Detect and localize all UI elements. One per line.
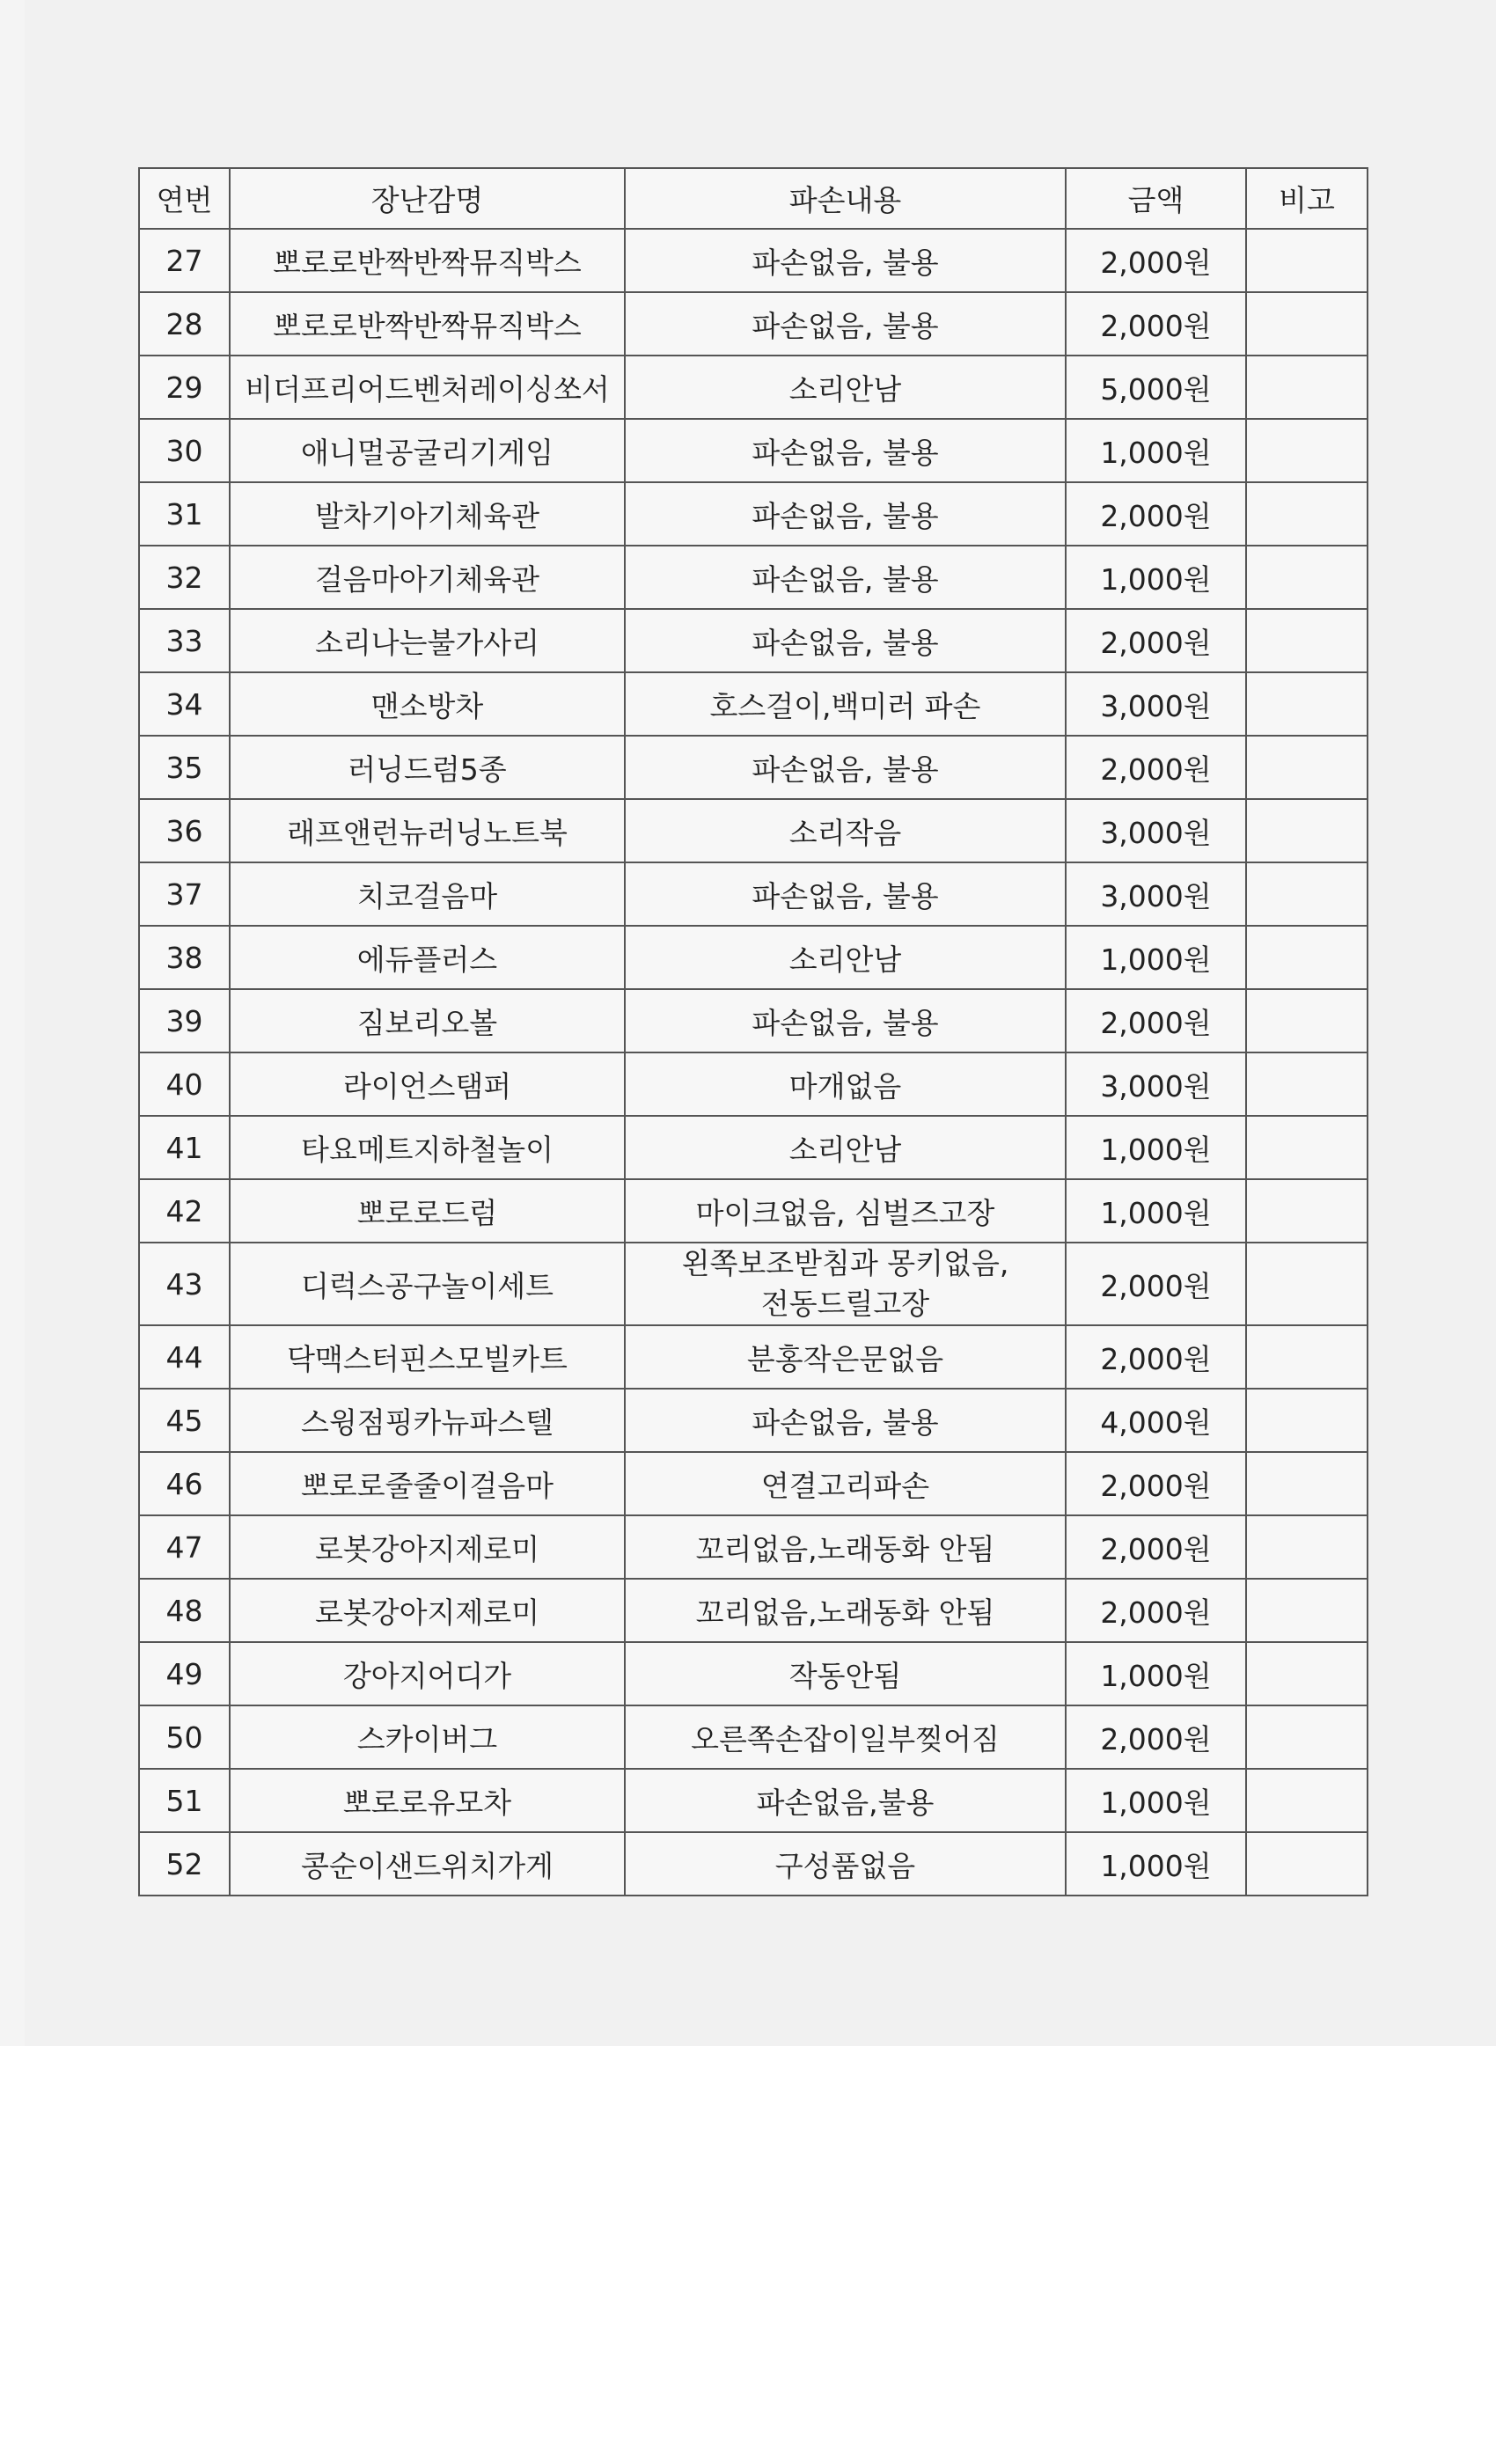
row-name: 스카이버그 <box>230 1705 625 1769</box>
row-no: 31 <box>139 482 230 546</box>
row-amount: 1,000원 <box>1066 546 1246 609</box>
row-amount: 3,000원 <box>1066 799 1246 862</box>
row-damage: 파손없음, 불용 <box>625 862 1066 926</box>
row-name: 맨소방차 <box>230 672 625 736</box>
header-amount: 금액 <box>1066 168 1246 229</box>
row-amount: 1,000원 <box>1066 419 1246 482</box>
row-damage: 파손없음,불용 <box>625 1769 1066 1832</box>
row-damage: 파손없음, 불용 <box>625 229 1066 292</box>
row-name: 라이언스탬퍼 <box>230 1052 625 1116</box>
row-note <box>1246 1832 1368 1896</box>
row-note <box>1246 356 1368 419</box>
row-amount: 3,000원 <box>1066 672 1246 736</box>
table-row <box>139 1243 1368 1325</box>
table-row <box>139 1325 1368 1389</box>
row-note <box>1246 926 1368 989</box>
table-row <box>139 799 1368 862</box>
row-name: 뽀로로반짝반짝뮤직박스 <box>230 292 625 356</box>
row-no: 41 <box>139 1116 230 1179</box>
row-no: 27 <box>139 229 230 292</box>
row-note <box>1246 1325 1368 1389</box>
row-amount: 2,000원 <box>1066 989 1246 1052</box>
row-name: 뽀로로줄줄이걸음마 <box>230 1452 625 1515</box>
row-damage-line-1: 왼쪽보조받침과 몽키없음, <box>681 1246 1009 1280</box>
row-note <box>1246 1389 1368 1452</box>
damaged-toy-table <box>138 167 1368 1896</box>
row-name: 닥맥스터핀스모빌카트 <box>230 1325 625 1389</box>
row-name: 타요메트지하철놀이 <box>230 1116 625 1179</box>
row-note <box>1246 482 1368 546</box>
row-note <box>1246 1515 1368 1579</box>
row-name: 발차기아기체육관 <box>230 482 625 546</box>
table-row <box>139 1642 1368 1705</box>
row-no: 36 <box>139 799 230 862</box>
row-no: 52 <box>139 1832 230 1896</box>
row-amount: 1,000원 <box>1066 1642 1246 1705</box>
row-amount: 2,000원 <box>1066 1579 1246 1642</box>
row-note <box>1246 1769 1368 1832</box>
row-amount: 1,000원 <box>1066 1116 1246 1179</box>
table-row <box>139 546 1368 609</box>
row-no: 37 <box>139 862 230 926</box>
row-amount: 2,000원 <box>1066 292 1246 356</box>
table-row <box>139 1515 1368 1579</box>
row-name: 강아지어디가 <box>230 1642 625 1705</box>
row-damage: 마개없음 <box>625 1052 1066 1116</box>
row-amount: 3,000원 <box>1066 862 1246 926</box>
row-damage: 분홍작은문없음 <box>625 1325 1066 1389</box>
row-name: 뽀로로반짝반짝뮤직박스 <box>230 229 625 292</box>
row-name: 소리나는불가사리 <box>230 609 625 672</box>
row-note <box>1246 672 1368 736</box>
row-no: 35 <box>139 736 230 799</box>
row-no: 34 <box>139 672 230 736</box>
table-row <box>139 1579 1368 1642</box>
row-damage: 파손없음, 불용 <box>625 419 1066 482</box>
row-damage: 연결고리파손 <box>625 1452 1066 1515</box>
row-damage: 파손없음, 불용 <box>625 292 1066 356</box>
row-no: 51 <box>139 1769 230 1832</box>
row-note <box>1246 1705 1368 1769</box>
row-amount: 5,000원 <box>1066 356 1246 419</box>
header-name: 장난감명 <box>230 168 625 229</box>
row-note <box>1246 1642 1368 1705</box>
row-no: 46 <box>139 1452 230 1515</box>
row-name: 치코걸음마 <box>230 862 625 926</box>
row-damage-line-2: 전동드릴고장 <box>760 1287 930 1321</box>
row-damage: 파손없음, 불용 <box>625 482 1066 546</box>
row-no: 50 <box>139 1705 230 1769</box>
row-damage: 소리작음 <box>625 799 1066 862</box>
row-damage: 파손없음, 불용 <box>625 736 1066 799</box>
table-row <box>139 1705 1368 1769</box>
table-row <box>139 672 1368 736</box>
row-name: 짐보리오볼 <box>230 989 625 1052</box>
table-row <box>139 1052 1368 1116</box>
row-name: 에듀플러스 <box>230 926 625 989</box>
row-amount: 2,000원 <box>1066 1325 1246 1389</box>
row-name: 로봇강아지제로미 <box>230 1579 625 1642</box>
table-row <box>139 356 1368 419</box>
row-amount: 3,000원 <box>1066 1052 1246 1116</box>
row-no: 32 <box>139 546 230 609</box>
row-damage: 파손없음, 불용 <box>625 1389 1066 1452</box>
row-no: 33 <box>139 609 230 672</box>
row-note <box>1246 736 1368 799</box>
header-damage: 파손내용 <box>625 168 1066 229</box>
row-name: 뽀로로드럼 <box>230 1179 625 1243</box>
table-row <box>139 1452 1368 1515</box>
row-no: 29 <box>139 356 230 419</box>
row-damage: 꼬리없음,노래동화 안됨 <box>625 1515 1066 1579</box>
table-row <box>139 862 1368 926</box>
row-note <box>1246 546 1368 609</box>
row-name: 비더프리어드벤처레이싱쏘서 <box>230 356 625 419</box>
row-no: 42 <box>139 1179 230 1243</box>
row-damage: 꼬리없음,노래동화 안됨 <box>625 1579 1066 1642</box>
row-note <box>1246 799 1368 862</box>
row-no: 28 <box>139 292 230 356</box>
row-no: 38 <box>139 926 230 989</box>
row-amount: 2,000원 <box>1066 1452 1246 1515</box>
row-note <box>1246 1179 1368 1243</box>
row-name: 래프앤런뉴러닝노트북 <box>230 799 625 862</box>
row-damage <box>625 1243 1066 1325</box>
header-no: 연번 <box>139 168 230 229</box>
row-damage: 작동안됨 <box>625 1642 1066 1705</box>
row-note <box>1246 292 1368 356</box>
row-no: 47 <box>139 1515 230 1579</box>
table-row <box>139 419 1368 482</box>
blank-margin <box>0 2046 1496 2464</box>
row-damage: 파손없음, 불용 <box>625 989 1066 1052</box>
row-name: 콩순이샌드위치가게 <box>230 1832 625 1896</box>
row-amount: 2,000원 <box>1066 609 1246 672</box>
table-row <box>139 292 1368 356</box>
row-amount: 1,000원 <box>1066 926 1246 989</box>
row-no: 44 <box>139 1325 230 1389</box>
row-name: 러닝드럼5종 <box>230 736 625 799</box>
row-note <box>1246 1452 1368 1515</box>
table-row <box>139 1179 1368 1243</box>
row-damage: 파손없음, 불용 <box>625 609 1066 672</box>
row-no: 49 <box>139 1642 230 1705</box>
row-note <box>1246 1116 1368 1179</box>
row-amount: 2,000원 <box>1066 229 1246 292</box>
row-no: 40 <box>139 1052 230 1116</box>
table-row <box>139 609 1368 672</box>
table-row <box>139 926 1368 989</box>
row-no: 39 <box>139 989 230 1052</box>
row-amount: 2,000원 <box>1066 1515 1246 1579</box>
row-amount: 2,000원 <box>1066 1243 1246 1325</box>
table-row <box>139 1832 1368 1896</box>
row-amount: 1,000원 <box>1066 1769 1246 1832</box>
row-amount: 1,000원 <box>1066 1832 1246 1896</box>
row-damage: 소리안남 <box>625 356 1066 419</box>
row-note <box>1246 609 1368 672</box>
row-name: 뽀로로유모차 <box>230 1769 625 1832</box>
row-damage: 소리안남 <box>625 1116 1066 1179</box>
row-damage: 구성품없음 <box>625 1832 1066 1896</box>
row-damage: 파손없음, 불용 <box>625 546 1066 609</box>
row-note <box>1246 989 1368 1052</box>
row-note <box>1246 229 1368 292</box>
table-row <box>139 1116 1368 1179</box>
row-amount: 4,000원 <box>1066 1389 1246 1452</box>
row-no: 48 <box>139 1579 230 1642</box>
table-row <box>139 1769 1368 1832</box>
row-no: 45 <box>139 1389 230 1452</box>
table-row <box>139 229 1368 292</box>
row-note <box>1246 1052 1368 1116</box>
row-name: 스윙점핑카뉴파스텔 <box>230 1389 625 1452</box>
row-damage: 마이크없음, 심벌즈고장 <box>625 1179 1066 1243</box>
row-amount: 2,000원 <box>1066 482 1246 546</box>
header-note: 비고 <box>1246 168 1368 229</box>
row-amount: 2,000원 <box>1066 1705 1246 1769</box>
row-no: 30 <box>139 419 230 482</box>
row-note <box>1246 862 1368 926</box>
table-row <box>139 736 1368 799</box>
row-damage: 호스걸이,백미러 파손 <box>625 672 1066 736</box>
row-damage: 오른쪽손잡이일부찢어짐 <box>625 1705 1066 1769</box>
row-note <box>1246 1579 1368 1642</box>
row-note <box>1246 419 1368 482</box>
table-row <box>139 1389 1368 1452</box>
row-name: 디럭스공구놀이세트 <box>230 1243 625 1325</box>
row-name: 걸음마아기체육관 <box>230 546 625 609</box>
table-header-row <box>139 168 1368 229</box>
row-name: 로봇강아지제로미 <box>230 1515 625 1579</box>
row-amount: 2,000원 <box>1066 736 1246 799</box>
table-row <box>139 989 1368 1052</box>
table-row <box>139 482 1368 546</box>
row-damage: 소리안남 <box>625 926 1066 989</box>
row-note <box>1246 1243 1368 1325</box>
row-no: 43 <box>139 1243 230 1325</box>
row-name: 애니멀공굴리기게임 <box>230 419 625 482</box>
row-amount: 1,000원 <box>1066 1179 1246 1243</box>
